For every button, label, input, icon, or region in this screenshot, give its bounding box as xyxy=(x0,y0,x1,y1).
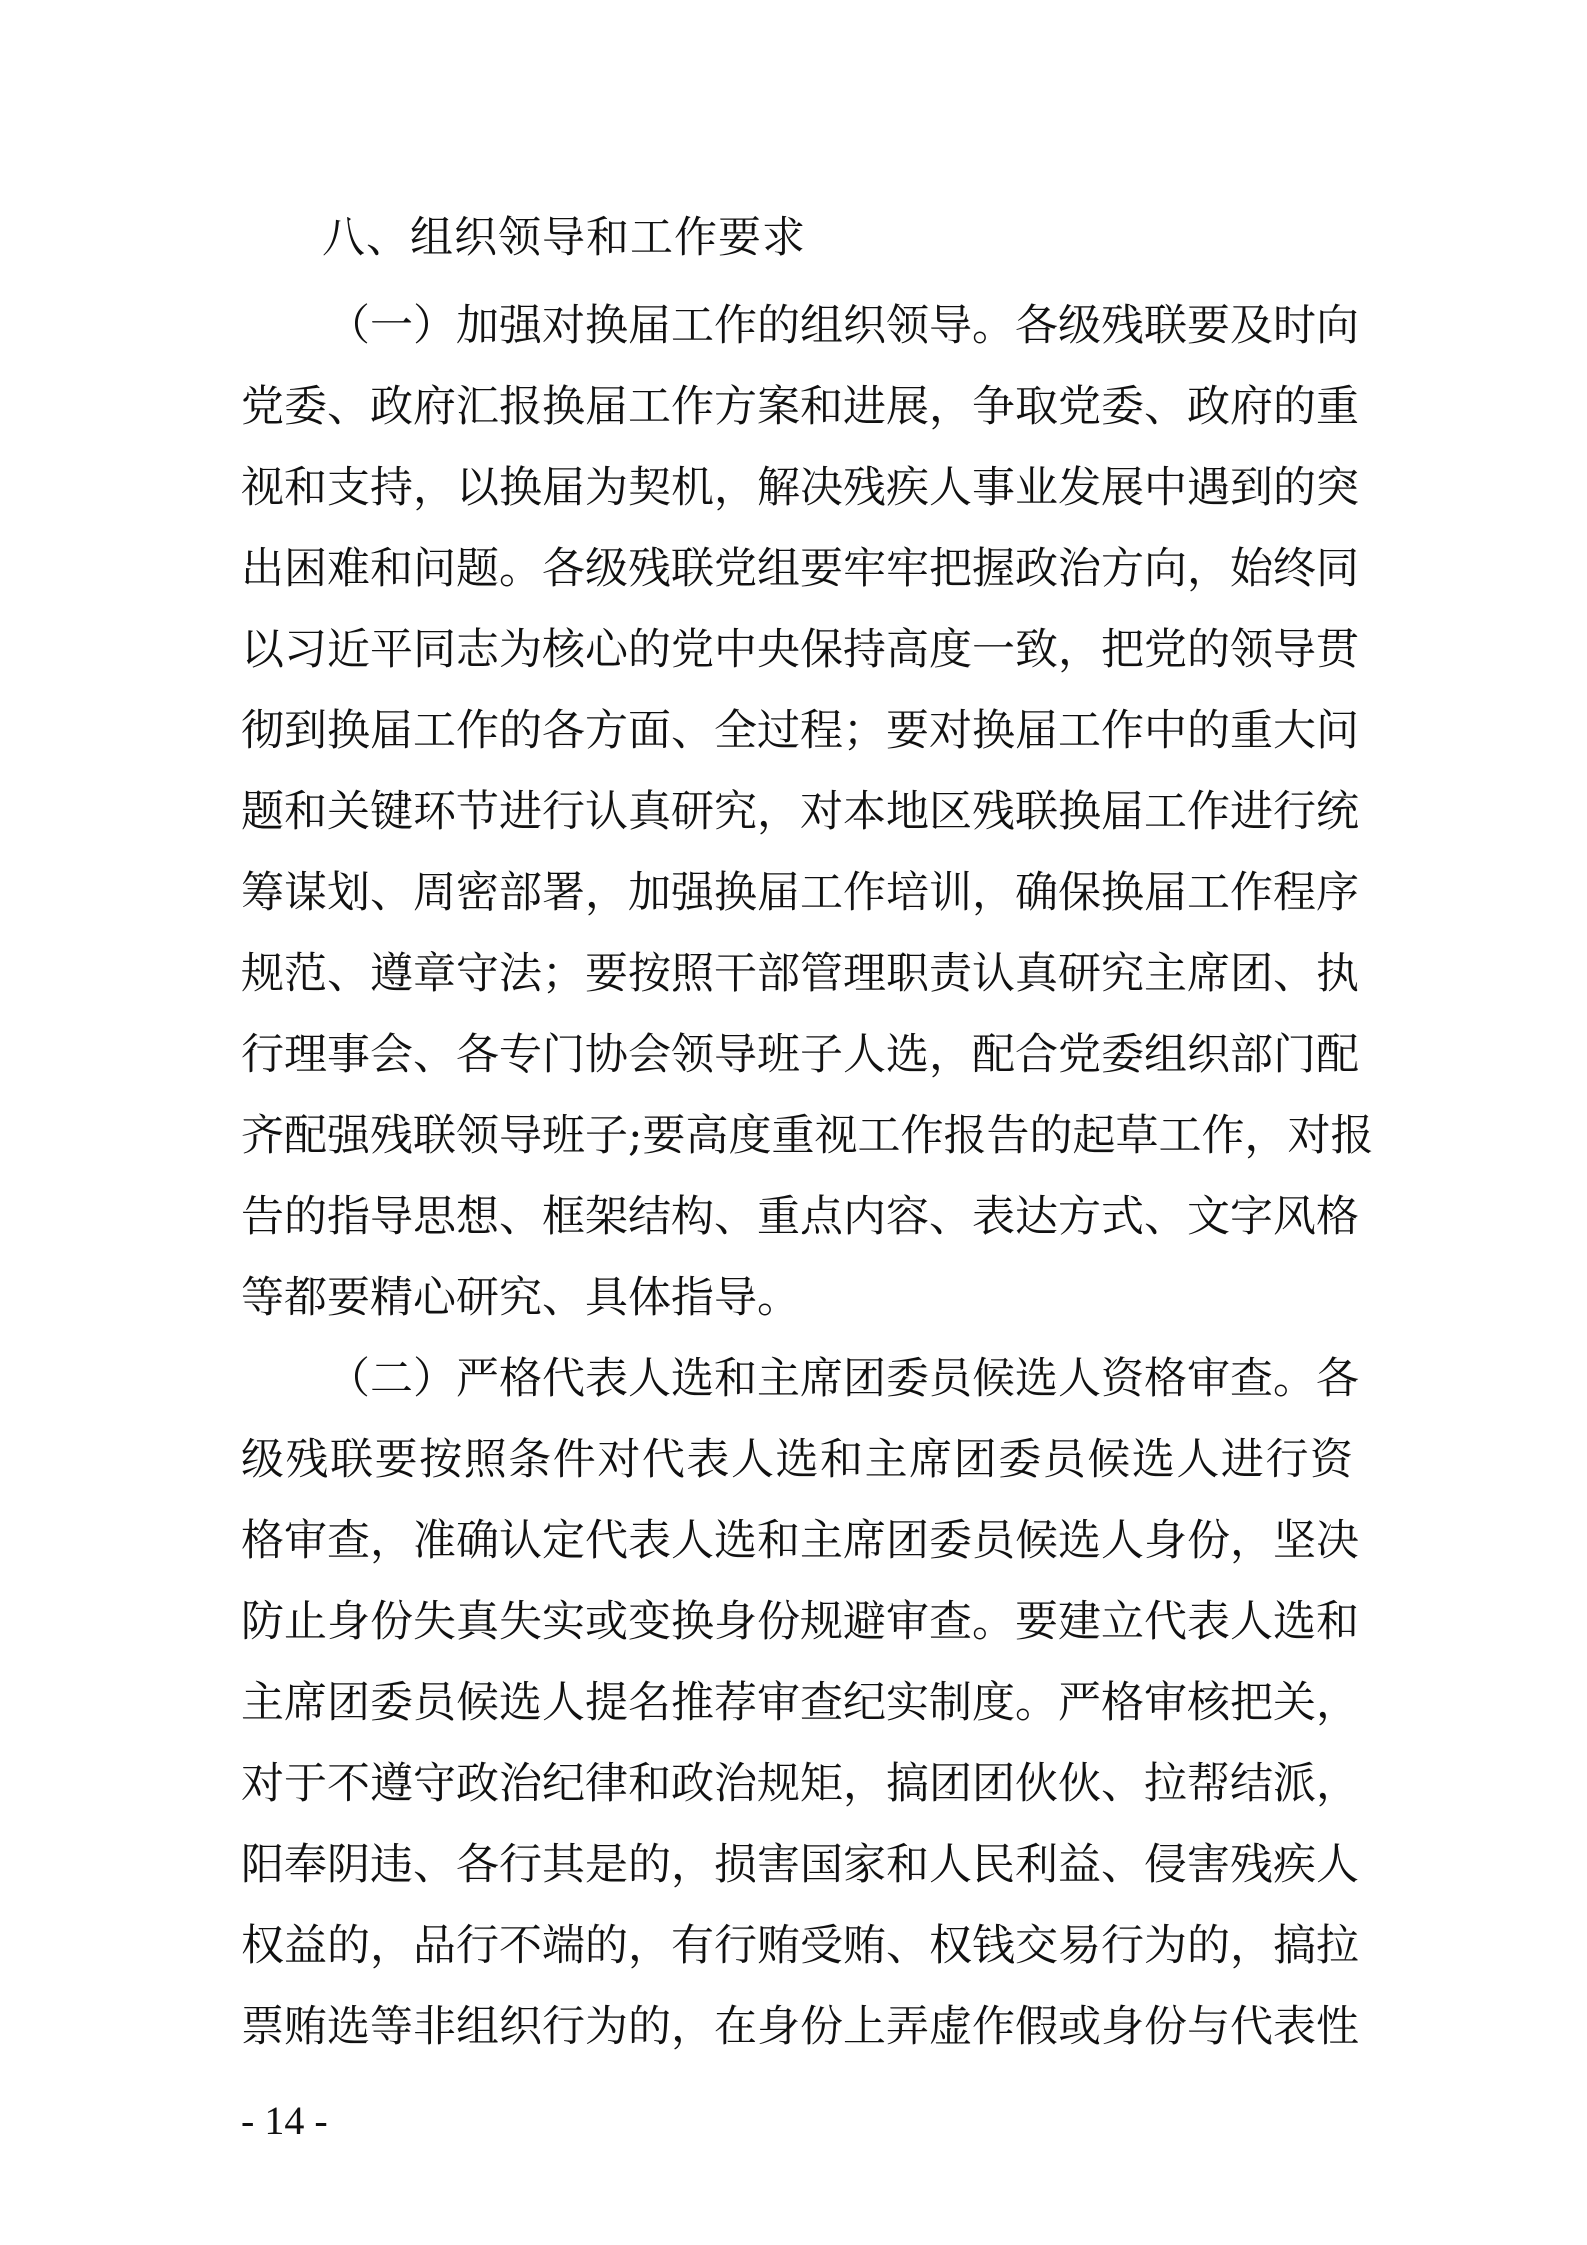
paragraph-line: （一）加强对换届工作的组织领导。各级残联要及时向 xyxy=(327,301,1359,351)
paragraph-line: （二）严格代表人选和主席团委员候选人资格审查。各 xyxy=(327,1354,1359,1404)
body-text xyxy=(241,286,1374,2068)
paragraph-line: 规范、遵章守法；要按照干部管理职责认真研究主席团、执 xyxy=(241,949,1359,999)
paragraph-line: 权益的，品行不端的，有行贿受贿、权钱交易行为的，搞拉 xyxy=(241,1921,1359,1971)
paragraph-line: 防止身份失真失实或变换身份规避审查。要建立代表人选和 xyxy=(241,1597,1359,1647)
paragraph-line: 级残联要按照条件对代表人选和主席团委员候选人进行资 xyxy=(241,1435,1353,1485)
paragraph-line: 视和支持，以换届为契机，解决残疾人事业发展中遇到的突 xyxy=(241,463,1359,513)
paragraph-line: 格审查，准确认定代表人选和主席团委员候选人身份，坚决 xyxy=(241,1516,1359,1566)
paragraph-line: 出困难和问题。各级残联党组要牢牢把握政治方向，始终同 xyxy=(241,544,1359,594)
paragraph-line: 告的指导思想、框架结构、重点内容、表达方式、文字风格 xyxy=(241,1192,1359,1242)
paragraph-line: 齐配强残联领导班子;要高度重视工作报告的起草工作，对报 xyxy=(241,1111,1374,1161)
paragraph-line: 阳奉阴违、各行其是的，损害国家和人民利益、侵害残疾人 xyxy=(241,1840,1359,1890)
page-number: - 14 - xyxy=(241,2098,328,2143)
paragraph-line: 以习近平同志为核心的党中央保持高度一致，把党的领导贯 xyxy=(241,625,1359,675)
paragraph-line: 等都要精心研究、具体指导。 xyxy=(241,1273,800,1323)
paragraph-line: 对于不遵守政治纪律和政治规矩，搞团团伙伙、拉帮结派， xyxy=(241,1759,1359,1809)
paragraph-line: 行理事会、各专门协会领导班子人选，配合党委组织部门配 xyxy=(241,1030,1359,1080)
section-heading: 八、组织领导和工作要求 xyxy=(322,213,806,263)
paragraph-line: 彻到换届工作的各方面、全过程；要对换届工作中的重大问 xyxy=(241,706,1359,756)
paragraph-line: 筹谋划、周密部署，加强换届工作培训，确保换届工作程序 xyxy=(241,868,1359,918)
paragraph-line: 主席团委员候选人提名推荐审查纪实制度。严格审核把关， xyxy=(241,1678,1359,1728)
paragraph-line: 党委、政府汇报换届工作方案和进展，争取党委、政府的重 xyxy=(241,382,1359,432)
paragraph-line: 票贿选等非组织行为的，在身份上弄虚作假或身份与代表性 xyxy=(241,2002,1359,2052)
paragraph-line: 题和关键环节进行认真研究，对本地区残联换届工作进行统 xyxy=(241,787,1359,837)
